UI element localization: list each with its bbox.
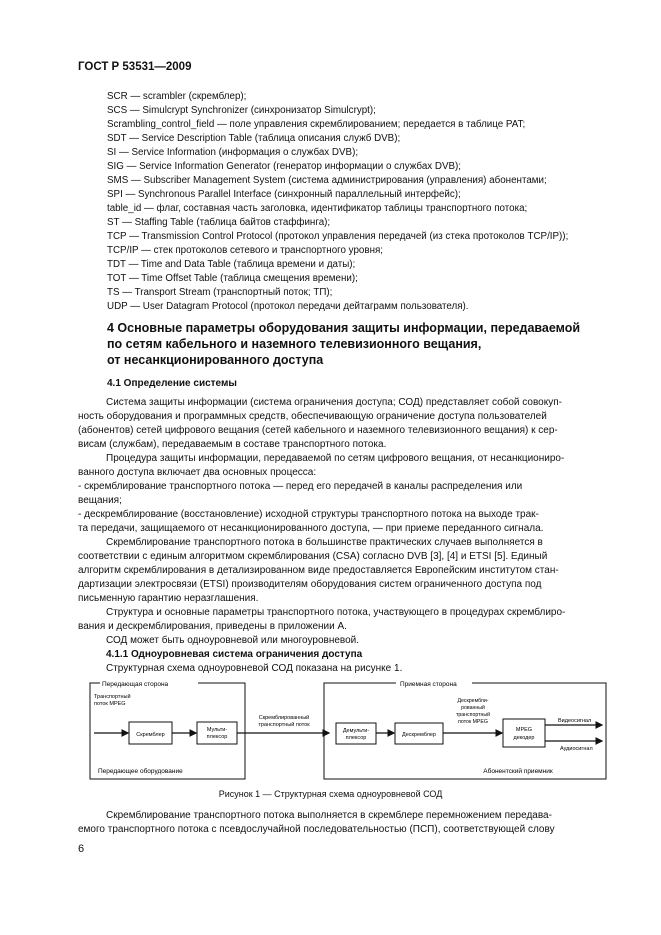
descrambler-label: Дескремблер: [401, 732, 437, 738]
text-line: дартизации электросвязи (ETSI) производителям оборудования систем ограниченного доступа под: [78, 579, 542, 590]
abbreviation-item: ST — Staffing Table (таблица байтов стаффинга);: [107, 217, 331, 228]
abbreviation-item: Scrambling_control_field — поле управления скремблированием; передается в таблице PAT;: [107, 119, 526, 130]
descrambled-stream-label: транспортный: [456, 712, 490, 718]
document-code-header: ГОСТ Р 53531—2009: [78, 61, 192, 73]
descrambled-stream-label: рованный: [461, 705, 485, 711]
section-4-title: [107, 320, 627, 368]
descrambled-stream-label: Дескрембли-: [457, 698, 489, 704]
scrambler-label: Скремблер: [136, 732, 165, 738]
body-text-block: [78, 396, 614, 676]
paragraph-csa-algorithm: [78, 536, 614, 606]
paragraph-levels: [78, 634, 614, 648]
section-title-line: от несанкционированного доступа: [107, 353, 324, 367]
text-line: Скремблирование транспортного потока в большинстве практических случаев выполняется в: [106, 537, 543, 548]
mpeg-decoder-label: декодер: [513, 735, 535, 741]
text-line: - скремблирование транспортного потока — перед его передачей в каналы распределения или: [78, 481, 523, 492]
text-line: - дескремблирование (восстановление) исходной структуры транспортного потока на выходе трак-: [78, 509, 539, 520]
multiplexer-label: Мульти-: [206, 727, 228, 733]
demultiplexer-label: Демульти-: [342, 728, 370, 734]
video-output-label: Видеосигнал: [558, 718, 592, 724]
multiplexer-block: [197, 722, 237, 744]
text-line: Структурная схема одноуровневой СОД показана на рисунке 1.: [106, 663, 403, 674]
subsection-4-1-1-title: [78, 648, 614, 662]
figure-1-diagram: [88, 675, 611, 785]
figure-caption: Рисунок 1 — Структурная схема одноуровневой СОД: [218, 789, 443, 799]
demultiplexer-label: плексор: [345, 735, 367, 741]
text-line: алгоритм скремблирования в детализированном виде предоставляется Европейским институтом стан-: [78, 565, 559, 576]
text-line: висам (службам), передаваемым в составе транспортного потока.: [78, 439, 387, 450]
section-title-line: 4 Основные параметры оборудования защиты информации, передаваемой: [107, 321, 581, 335]
abbreviation-item: SMS — Subscriber Management System (система администрирования (управления) абонентами;: [107, 175, 547, 186]
text-line: (абонентов) сетей цифрового вещания (сетей кабельного и наземного телевизионного вещания) к сер-: [78, 425, 558, 436]
paragraph-scrambling-method: [78, 809, 614, 837]
text-line: Структура и основные параметры транспортного потока, участвующего в процедурах скремблиро-: [106, 607, 566, 618]
page-number: 6: [78, 843, 85, 855]
abbreviation-item: TCP — Transmission Control Protocol (протокол управления передачей (из стека протоколов TCP/IP));: [107, 231, 569, 242]
abbreviation-item: UDP — User Datagram Protocol (протокол передачи дейтаграмм пользователя).: [107, 301, 469, 312]
closing-paragraph: [78, 809, 614, 837]
abbreviation-item: SCS — Simulcrypt Synchronizer (синхронизатор Simulcrypt);: [107, 105, 376, 116]
abbreviation-item: TS — Transport Stream (транспортный поток; ТП);: [107, 287, 333, 298]
abbreviation-item: table_id — флаг, составная часть заголовка, идентификатор таблицы транспортного потока;: [107, 203, 528, 214]
abbreviation-item: SI — Service Information (информация о службах DVB);: [107, 147, 359, 158]
mpeg-decoder-block: [503, 719, 545, 747]
text-line: Скремблирование транспортного потока выполняется в скремблере перемножением передава-: [106, 810, 552, 821]
text-line: ность оборудования и программных средств, обеспечивающую ограничение доступа пользователей: [78, 411, 547, 422]
audio-output-label: Аудиосигнал: [560, 746, 593, 752]
descrambled-stream-label: поток MPEG: [458, 719, 488, 725]
paragraph-structure-reference: [78, 606, 614, 634]
transmitter-side-label: Передающая сторона: [102, 681, 169, 688]
ts-input-label: Транспортный: [94, 694, 131, 700]
text-line: соответствии с единым алгоритмом скремблирования (CSA) согласно DVB [3], [4] и ETSI [5]. Единый: [78, 551, 548, 562]
scrambled-stream-label: транспортный поток: [258, 722, 310, 728]
transmitter-equipment-label: Передающее оборудование: [98, 768, 183, 775]
receiver-side-label: Приемная сторона: [400, 681, 457, 688]
text-line: вания и дескремблирования, приведены в приложении А.: [78, 621, 347, 632]
abbreviation-item: SPI — Synchronous Parallel Interface (синхронный параллельный интерфейс);: [107, 189, 461, 200]
text-line: вещания;: [78, 495, 122, 506]
paragraph-protection-procedure: [78, 452, 614, 536]
abbreviation-item: SCR — scrambler (скремблер);: [107, 91, 247, 102]
text-line: емого транспортного потока с псевдослучайной последовательностью (ПСП), соответствующей слову: [78, 824, 555, 835]
text-line: та передачи, защищаемого от несанкционированного доступа, — при приеме переданного сигнала.: [78, 523, 544, 534]
text-line: ванного доступа включает два основных процесса:: [78, 467, 317, 478]
ts-input-label: поток MPEG: [94, 701, 126, 707]
mpeg-decoder-label: MPEG: [515, 727, 533, 733]
scrambled-stream-label: Скремблированный: [258, 715, 310, 721]
abbreviation-item: TOT — Time Offset Table (таблица смещения времени);: [107, 273, 358, 284]
paragraph-figure-reference: [78, 662, 614, 676]
abbreviation-item: SDT — Service Description Table (таблица описания служб DVB);: [107, 133, 401, 144]
abbreviation-item: TCP/IP — стек протоколов сетевого и транспортного уровня;: [107, 245, 384, 256]
receiver-equipment-label: Абонентский приемник: [483, 768, 553, 775]
text-line: СОД может быть одноуровневой или многоуровневой.: [106, 635, 360, 646]
section-title-line: по сетям кабельного и наземного телевизионного вещания,: [107, 337, 482, 351]
text-line: Система защиты информации (система ограничения доступа; СОД) представляет собой совокуп-: [106, 397, 562, 408]
abbreviation-item: SIG — Service Information Generator (генератор информации о службах DVB);: [107, 161, 462, 172]
subsection-4-1-title: 4.1 Определение системы: [107, 378, 237, 389]
subsection-title-text: 4.1.1 Одноуровневая система ограничения доступа: [106, 649, 363, 660]
text-line: Процедура защиты информации, передаваемой по сетям цифрового вещания, от несанкциониро-: [106, 453, 565, 464]
text-line: письменную гарантию неразглашения.: [78, 593, 259, 604]
paragraph-system-definition: [78, 396, 614, 452]
abbreviation-item: TDT — Time and Data Table (таблица времени и даты);: [107, 259, 356, 270]
multiplexer-label: плексор: [206, 734, 228, 740]
